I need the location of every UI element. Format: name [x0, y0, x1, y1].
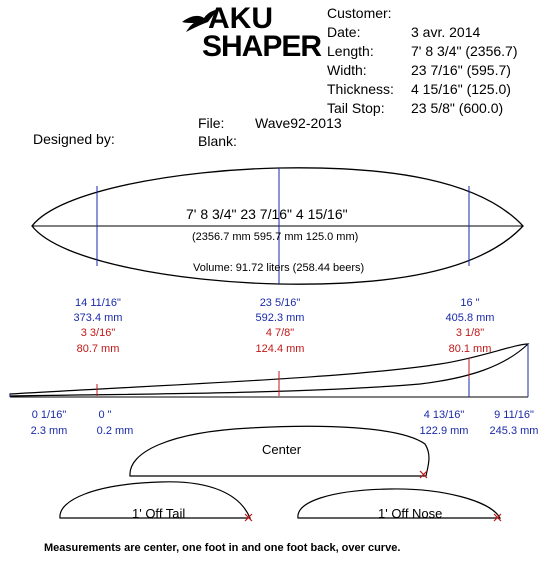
- outline-dims-imperial: 7' 8 3/4" 23 7/16" 4 15/16": [186, 206, 348, 222]
- width-station-tail-metric: 373.4 mm: [73, 312, 123, 324]
- width-station-center-imperial: 23 5/16": [259, 297, 301, 309]
- logo-text-aku: AKU: [208, 2, 273, 35]
- volume-label: Volume: 91.72 liters (258.44 beers): [193, 262, 365, 274]
- file-value: Wave92-2013: [255, 115, 342, 131]
- width-station-nose-imperial: 16 ": [460, 297, 480, 309]
- rocker-nose-stop-imperial: 4 13/16": [423, 409, 465, 421]
- file-label: File:: [198, 115, 225, 131]
- width-station-nose-metric: 405.8 mm: [445, 312, 495, 324]
- rocker-tail-stop-metric: 0.2 mm: [96, 425, 134, 437]
- thickness-station-nose-imperial: 3 1/8": [455, 327, 485, 339]
- logo-text-shaper: SHAPER: [202, 30, 322, 63]
- thickness-station-center-imperial: 4 7/8": [265, 327, 295, 339]
- date-label: Date:: [327, 24, 361, 40]
- width-value: 23 7/16" (595.7): [411, 62, 511, 78]
- width-label: Width:: [327, 62, 367, 78]
- section-off-nose-label: 1' Off Nose: [378, 506, 443, 521]
- rocker-tail-imperial: 0 1/16": [31, 409, 67, 421]
- section-off-tail-label: 1' Off Tail: [132, 506, 186, 521]
- rocker-nose-stop-metric: 122.9 mm: [419, 425, 469, 437]
- section-center-label: Center: [262, 442, 302, 457]
- thickness-station-tail-imperial: 3 3/16": [80, 327, 116, 339]
- thickness-station-center-metric: 124.4 mm: [255, 343, 305, 355]
- tailstop-value: 23 5/8" (600.0): [411, 100, 504, 116]
- footer-note: Measurements are center, one foot in and one foot back, over curve.: [44, 542, 401, 554]
- rocker-nose-metric: 245.3 mm: [489, 425, 539, 437]
- thickness-value: 4 15/16" (125.0): [411, 81, 511, 97]
- thickness-station-nose-metric: 80.1 mm: [448, 343, 492, 355]
- blank-label: Blank:: [198, 133, 237, 149]
- rocker-nose-imperial: 9 11/16": [494, 409, 534, 421]
- outline-dims-metric: (2356.7 mm 595.7 mm 125.0 mm): [192, 231, 359, 243]
- width-station-tail-imperial: 14 11/16": [75, 297, 121, 309]
- thickness-label: Thickness:: [327, 81, 394, 97]
- date-value: 3 avr. 2014: [411, 24, 481, 40]
- designed-by-label: Designed by:: [33, 131, 115, 147]
- customer-label: Customer:: [327, 5, 392, 21]
- tailstop-label: Tail Stop:: [327, 100, 385, 116]
- length-value: 7' 8 3/4" (2356.7): [411, 43, 518, 59]
- rocker-tail-stop-imperial: 0 ": [98, 409, 112, 421]
- width-station-center-metric: 592.3 mm: [255, 312, 305, 324]
- thickness-station-tail-metric: 80.7 mm: [76, 343, 120, 355]
- length-label: Length:: [327, 43, 374, 59]
- rocker-tail-metric: 2.3 mm: [30, 425, 68, 437]
